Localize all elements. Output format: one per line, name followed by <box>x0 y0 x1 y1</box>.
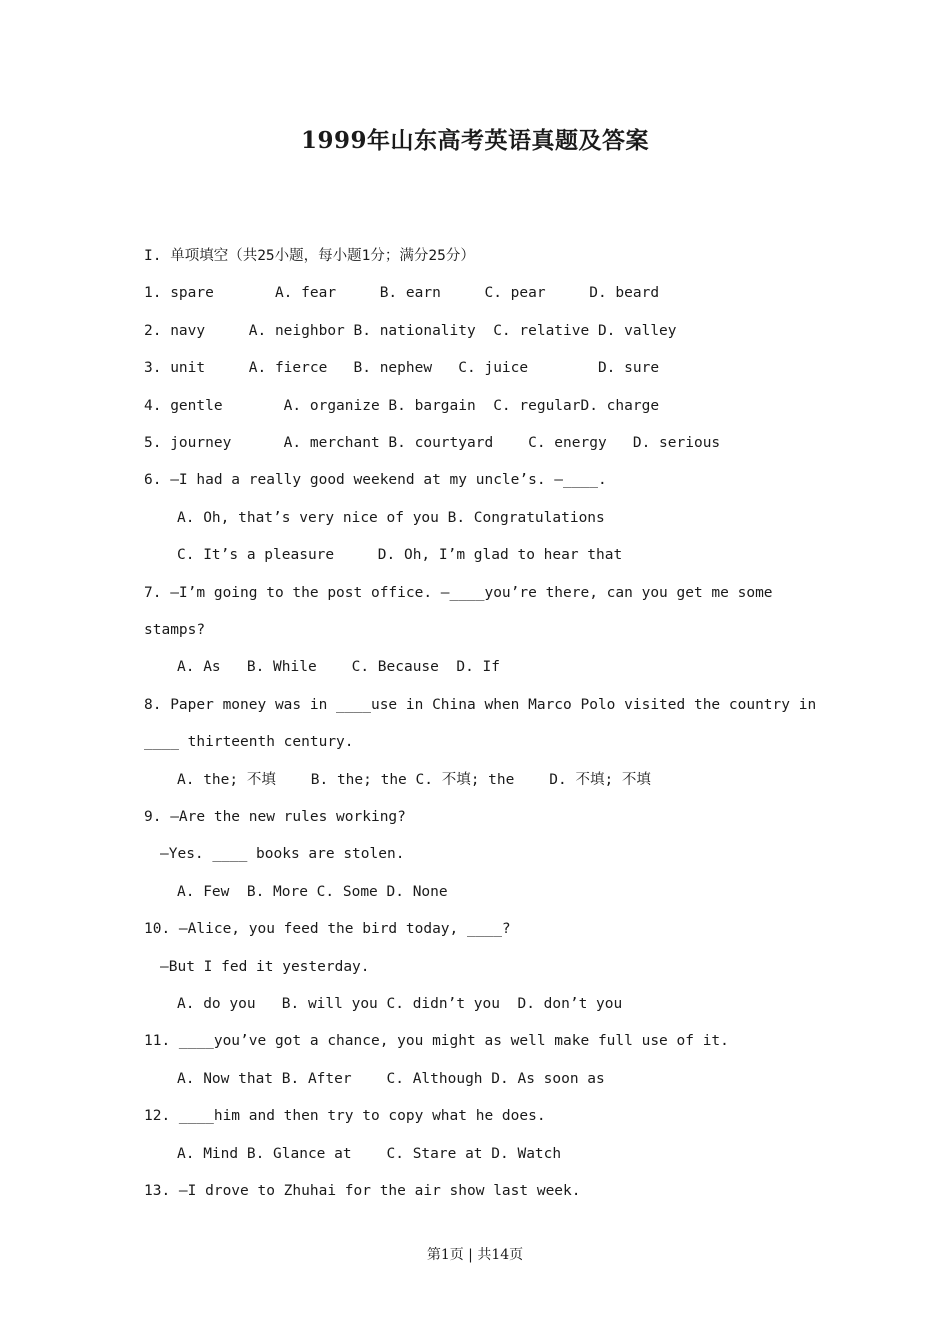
text-line: —But I fed it yesterday. <box>160 958 370 975</box>
text-line: A. Now that B. After C. Although D. As soon as <box>177 1070 605 1087</box>
text-line: A. As B. While C. Because D. If <box>177 659 501 676</box>
text-line: A. Oh, that’s very nice of you B. Congratulations <box>177 509 605 526</box>
text-line: 5. journey A. merchant B. courtyard C. energy D. serious <box>144 435 721 451</box>
text-line: 12. ____him and then try to copy what he does. <box>144 1108 546 1125</box>
text-line: C. It’s a pleasure D. Oh, I’m glad to hear that <box>177 547 623 564</box>
text-line: 10. —Alice, you feed the bird today, ____? <box>144 921 511 938</box>
text-line: 6. —I had a really good weekend at my uncle’s. —____. <box>144 472 607 489</box>
text-line: 11. ____you’ve got a chance, you might as well make full use of it. <box>144 1033 729 1050</box>
page-title: 1999年山东高考英语真题及答案 <box>300 127 649 154</box>
text-line: 1. spare A. fear B. earn C. pear D. beard <box>144 285 660 302</box>
page-footer: 第1页 | 共14页 <box>426 1247 524 1263</box>
text-line: 4. gentle A. organize B. bargain C. regularD. charge <box>144 397 660 414</box>
text-line: A. the; 不填 B. the; the C. 不填; the D. 不填; 不填 <box>177 771 651 788</box>
text-line: A. Few B. More C. Some D. None <box>177 883 448 900</box>
text-line: 3. unit A. fierce B. nephew C. juice D. sure <box>144 360 660 377</box>
text-line: 7. —I’m going to the post office. —____you’re there, can you get me some <box>144 584 773 601</box>
text-line: 9. —Are the new rules working? <box>144 809 406 825</box>
text-line: stamps? <box>144 622 206 638</box>
text-line: 13. —I drove to Zhuhai for the air show last week. <box>144 1183 581 1199</box>
text-line: 8. Paper money was in ____use in China when Marco Polo visited the country in <box>144 696 817 713</box>
text-line: I. 单项填空（共25小题，每小题1分；满分25分） <box>144 248 475 264</box>
text-line: A. do you B. will you C. didn’t you D. don’t you <box>177 996 623 1012</box>
text-line: ____ thirteenth century. <box>144 734 354 751</box>
text-line: A. Mind B. Glance at C. Stare at D. Watch <box>177 1145 562 1162</box>
text-line: —Yes. ____ books are stolen. <box>160 846 405 863</box>
text-line: 2. navy A. neighbor B. nationality C. relative D. valley <box>144 322 677 339</box>
